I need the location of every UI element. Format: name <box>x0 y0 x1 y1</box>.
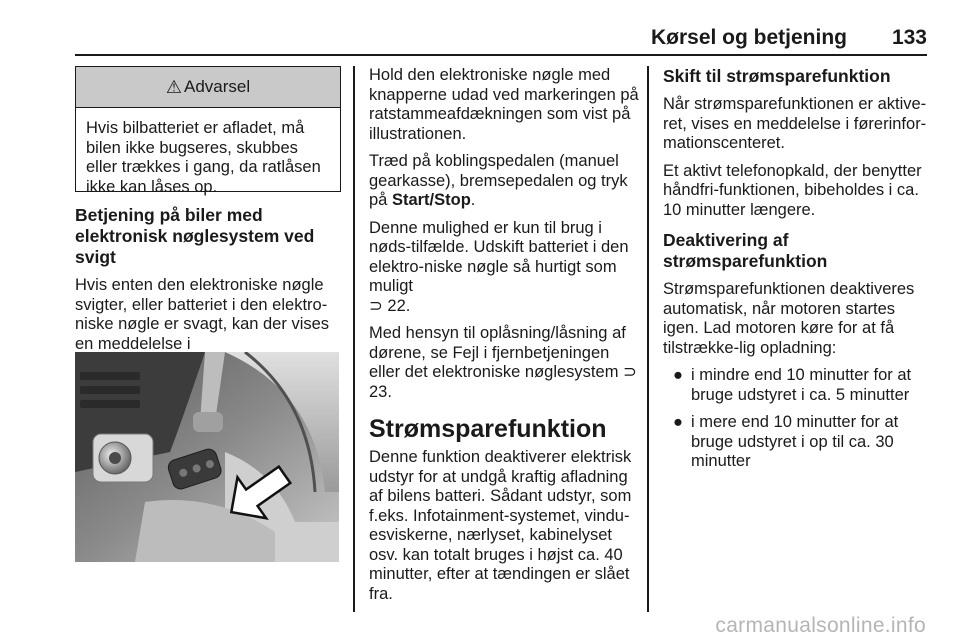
section-heading: Deaktivering af strømsparefunktion <box>663 230 828 271</box>
paragraph-text: Træd på koblingspedalen (manuel gearkasse), bremsepedalen og tryk på <box>369 152 628 209</box>
paragraph: Denne funktion deaktiverer elektrisk udstyr for at undgå kraftig afladning af bilens batteri. Sådant udstyr, som f.eks. Infotainment-systemet, vindu-esviskerne, nærlyset, kabinelyset osv. kan totalt bruges i højst ca. 40 minutter, efter at tændingen er slået fra. <box>369 448 632 603</box>
page-reference[interactable]: 22. <box>387 296 411 315</box>
page-reference-icon: ⊃ <box>369 296 383 315</box>
list-item <box>663 366 933 405</box>
list-item-text: i mere end 10 minutter for at bruge udstyret i op til ca. 30 minutter <box>691 413 899 470</box>
paragraph-text: Denne mulighed er kun til brug i nøds-tilfælde. Udskift batteriet i den elektro-niske nøgle så hurtigt som muligt <box>369 218 629 295</box>
paragraph <box>369 152 639 211</box>
start-stop-label: Start/Stop <box>391 191 471 209</box>
warning-triangle-icon: ⚠ <box>165 76 182 97</box>
right-column <box>663 66 933 480</box>
page-number: 133 <box>891 26 927 49</box>
section-heading: Betjening på biler med elektronisk nøglesystem ved svigt <box>75 205 315 267</box>
column-divider <box>353 66 355 612</box>
bullet-list <box>663 366 933 472</box>
paragraph: Strømsparefunktionen deaktiveres automatisk, når motoren startes igen. Lad motoren køre for at få tilstrække-lig opladning: <box>663 280 915 357</box>
column-divider <box>647 66 649 612</box>
paragraph: Et aktivt telefonopkald, der benytter håndfri-funktionen, bibeholdes i ca. 10 minutter længere. <box>663 161 922 219</box>
section-title: Strømsparefunktion <box>369 415 607 443</box>
section-heading: Skift til strømsparefunktion <box>663 66 891 86</box>
warning-box <box>75 66 341 196</box>
page-header <box>75 18 927 56</box>
warning-header <box>76 67 340 108</box>
page-reference[interactable]: 23. <box>369 382 392 401</box>
bullet-icon: ● <box>673 413 683 431</box>
key-position-illustration <box>75 352 339 562</box>
bullet-icon: ● <box>673 366 683 384</box>
list-item <box>663 413 933 472</box>
list-item-text: i mindre end 10 minutter for at bruge udstyret i ca. 5 minutter <box>691 366 912 404</box>
paragraph <box>369 324 639 402</box>
paragraph-text: Med hensyn til oplåsning/låsning af dørene, se Fejl i fjernbetjeningen eller det elektroniske nøglesystem <box>369 324 626 381</box>
chapter-title: Kørsel og betjening <box>650 26 847 49</box>
warning-text: Hvis bilbatteriet er afladet, må bilen ikke bugseres, skubbes eller trækkes i gang, da ratlåsen ikke kan låses op. <box>86 119 321 196</box>
page-reference-icon: ⊃ <box>623 363 637 381</box>
paragraph <box>369 219 639 317</box>
paragraph-text: . <box>470 191 476 209</box>
warning-title: Advarsel <box>184 77 251 96</box>
watermark: carmanualsonline.info <box>715 614 926 637</box>
paragraph: Når strømsparefunktionen er aktive-ret, vises en meddelelse i førerinfor-mationscenteret. <box>663 95 927 152</box>
paragraph: Hvis enten den elektroniske nøgle svigter, eller batteriet i den elektro-niske nøgle er svagt, kan der vises en meddelelse i <box>75 276 330 353</box>
middle-column <box>369 66 639 612</box>
paragraph: Hold den elektroniske nøgle med knapperne udad ved markeringen på ratstammeafdækningen som vist på illustrationen. <box>369 66 639 143</box>
